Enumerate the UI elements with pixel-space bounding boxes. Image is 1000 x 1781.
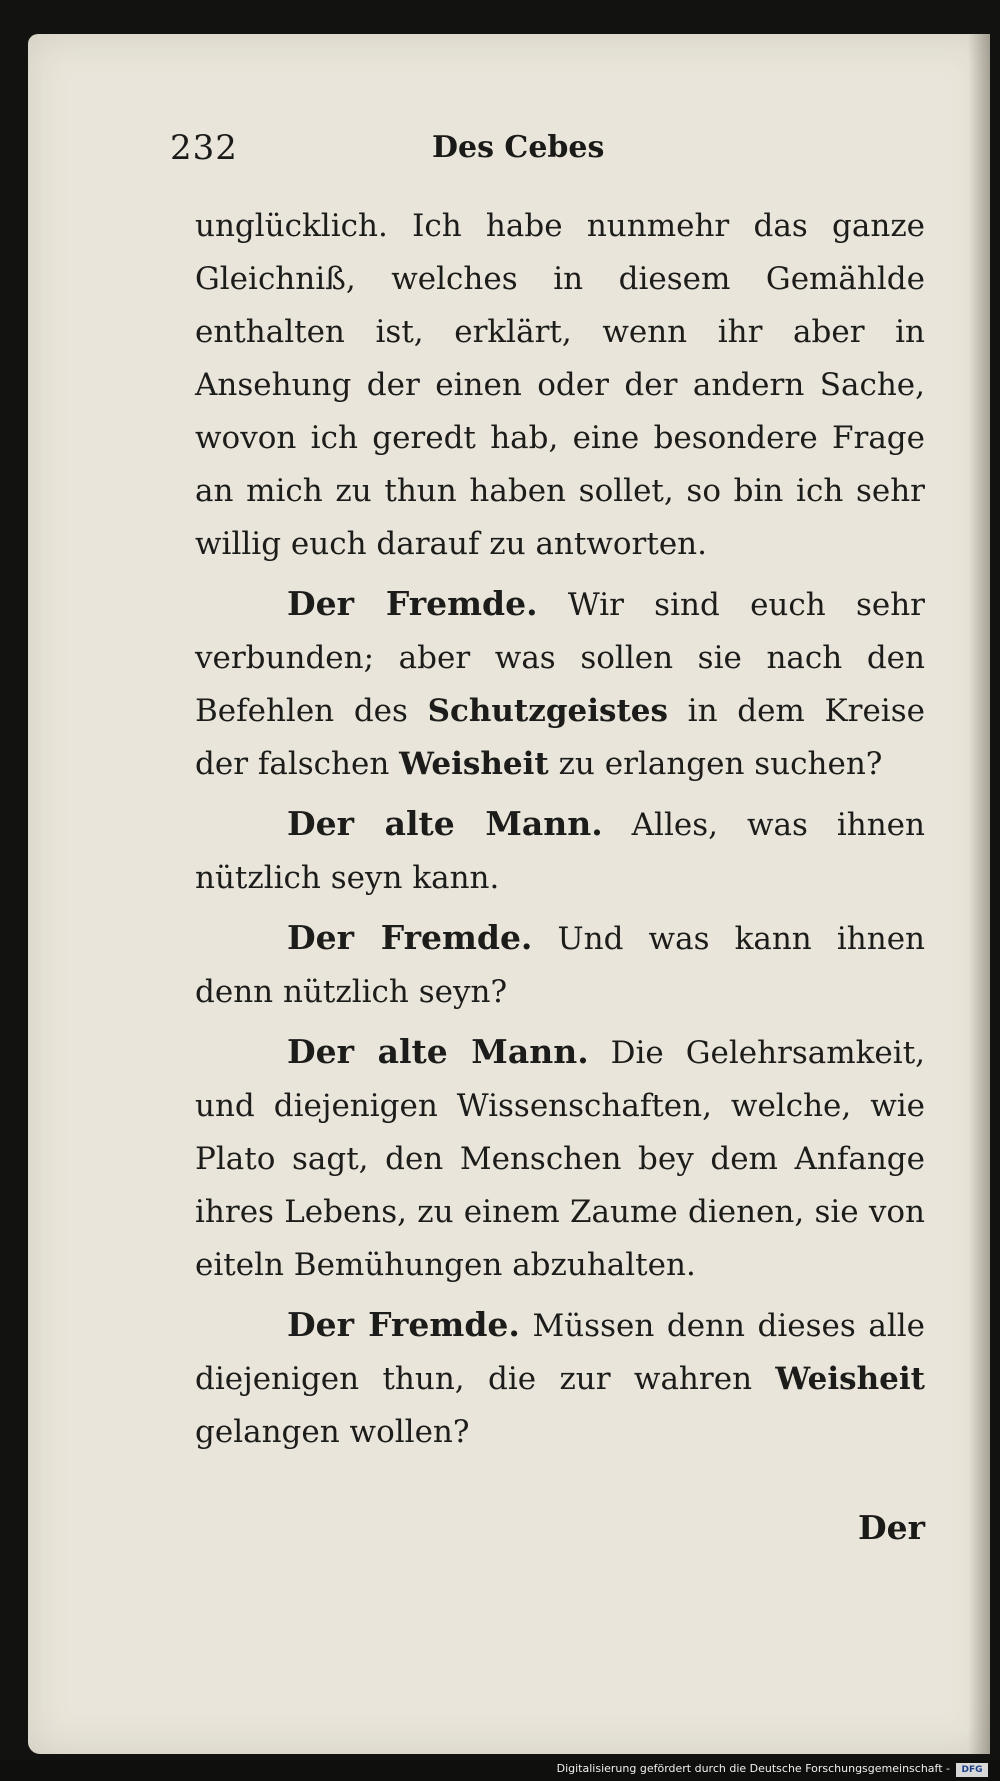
- paragraph-text: Und was kann ihnen denn nützlich seyn?: [195, 921, 926, 1010]
- speaker-label: Der alte Mann.: [287, 1032, 589, 1071]
- paragraph-text: unglücklich. Ich habe nunmehr das ganze Gleichniß, welches in diesem Gemählde enthalten ist, erklärt, wenn ihr aber in Ansehung der einen oder der andern Sache, wovon ich geredt hab, eine besondere Frage an mich zu thun haben sollet, so bin ich sehr willig euch darauf zu antworten.: [195, 208, 925, 562]
- text-block: [195, 200, 925, 1465]
- page-header: [170, 128, 960, 178]
- paragraph-text: in dem Kreise der falschen: [195, 693, 925, 782]
- paragraph-1: [195, 200, 925, 571]
- paragraph-5: [195, 1025, 925, 1292]
- paragraph-text: Müssen denn dieses alle diejenigen thun, die zur wahren: [195, 1308, 926, 1397]
- catchword: Der: [858, 1508, 925, 1547]
- paragraph-text: Wir sind euch sehr verbunden; aber was sollen sie nach den Befehlen des: [195, 587, 925, 729]
- page-edge-shadow: [968, 34, 990, 1754]
- paragraph-text: zu erlangen suchen?: [548, 746, 883, 782]
- paragraph-text: Die Gelehrsamkeit, und diejenigen Wissenschaften, welche, wie Plato sagt, den Menschen bey dem Anfange ihres Lebens, zu einem Zaume dienen, sie von eiteln Bemühungen abzuhalten.: [195, 1035, 926, 1283]
- running-head: Des Cebes: [432, 130, 605, 165]
- paragraph-text: Alles, was ihnen nützlich seyn kann.: [195, 807, 925, 896]
- funding-note: Digitalisierung gefördert durch die Deutsche Forschungsgemeinschaft -: [556, 1762, 950, 1775]
- speaker-label: Der alte Mann.: [287, 804, 603, 843]
- paragraph-4: [195, 911, 925, 1019]
- paragraph-2: [195, 577, 925, 791]
- emphasis-text: Weisheit: [399, 746, 549, 782]
- emphasis-text: Schutzgeistes: [427, 693, 668, 729]
- paragraph-6: [195, 1298, 925, 1459]
- speaker-label: Der Fremde.: [287, 1305, 520, 1344]
- paragraph-text: gelangen wollen?: [195, 1414, 470, 1450]
- paragraph-3: [195, 797, 925, 905]
- emphasis-text: Weisheit: [775, 1361, 925, 1397]
- speaker-label: Der Fremde.: [287, 918, 533, 957]
- speaker-label: Der Fremde.: [287, 584, 538, 623]
- page-number: 232: [170, 128, 238, 168]
- digitization-footer: [0, 1760, 1000, 1781]
- dfg-logo-icon: DFG: [956, 1763, 988, 1777]
